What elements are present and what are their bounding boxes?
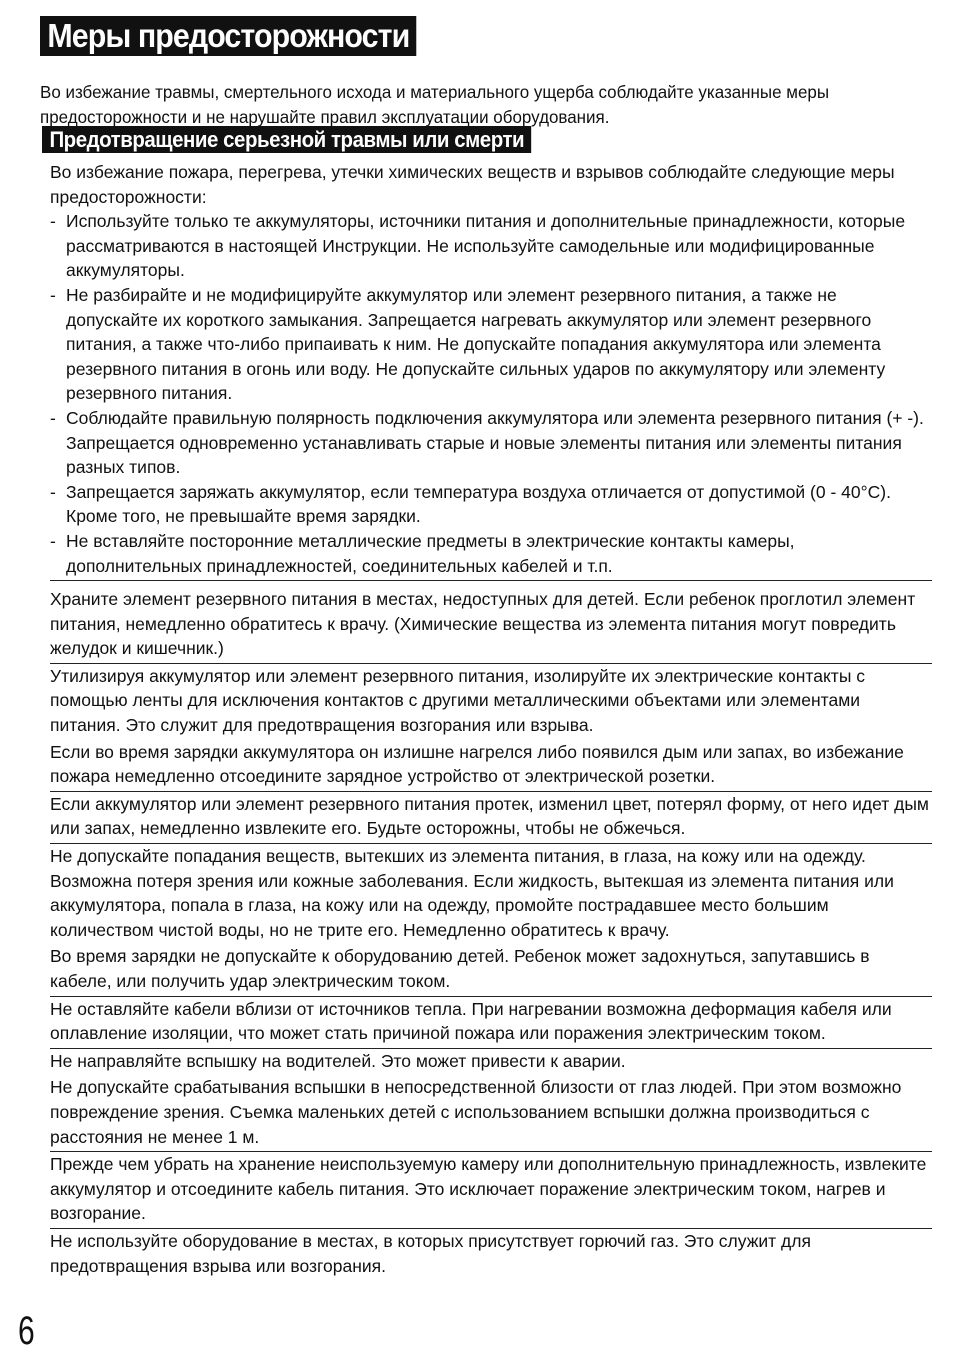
list-item: - Запрещается заряжать аккумулятор, если температура воздуха отличается от допустимой (0 - 40°C). Кроме того, не превышайте время зарядки.	[50, 480, 932, 529]
paragraph: Не допускайте срабатывания вспышки в непосредственной близости от глаз людей. При этом возможно повреждение зрения. Съемка маленьких детей с использованием вспышки должна производиться с расстояния не менее 1 м.	[50, 1075, 932, 1152]
paragraph: Во время зарядки не допускайте к оборудованию детей. Ребенок может задохнуться, запутавшись в кабеле, или получить удар электрическим током.	[50, 944, 932, 996]
section-content	[50, 160, 932, 1280]
precaution-list	[50, 209, 932, 578]
paragraph: Если во время зарядки аккумулятора он излишне нагрелся либо появился дым или запах, во избежание пожара немедленно отсоедините зарядное устройство от электрической розетки.	[50, 740, 932, 792]
paragraph: Храните элемент резервного питания в местах, недоступных для детей. Если ребенок проглотил элемент питания, немедленно обратитесь к врачу. (Химические вещества из элемента питания могут повредить желудок и кишечник.)	[50, 587, 932, 664]
page-number: 6	[18, 1309, 35, 1353]
section-lead: Во избежание пожара, перегрева, утечки химических веществ и взрывов соблюдайте следующие меры предосторожности:	[50, 162, 895, 207]
list-item: - Используйте только те аккумуляторы, источники питания и дополнительные принадлежности, которые рассматриваются в настоящей Инструкции. Не используйте самодельные или модифицированные аккумуляторы.	[50, 209, 932, 283]
paragraph: Если аккумулятор или элемент резервного питания протек, изменил цвет, потерял форму, от него идет дым или запах, немедленно извлеките его. Будьте осторожны, чтобы не обжечься.	[50, 792, 932, 844]
bullet-block	[50, 160, 932, 581]
intro-text: Во избежание травмы, смертельного исхода и материального ущерба соблюдайте указанные меры предосторожности и не нарушайте правил эксплуатации оборудования.	[40, 81, 830, 127]
list-item: - Соблюдайте правильную полярность подключения аккумулятора или элемента резервного питания (+ -). Запрещается одновременно устанавливать старые и новые элементы питания или элементы питания разных типов.	[50, 406, 932, 480]
list-item: - Не вставляйте посторонние металлические предметы в электрические контакты камеры, дополнительных принадлежностей, соединительных кабелей и т.п.	[50, 529, 932, 578]
paragraph: Не используйте оборудование в местах, в которых присутствует горючий газ. Это служит для предотвращения взрыва или возгорания.	[50, 1230, 811, 1276]
section-title: Предотвращение серьезной травмы или смерти	[42, 126, 532, 153]
page-title: Меры предосторожности	[40, 16, 417, 56]
paragraph: Не допускайте попадания веществ, вытекших из элемента питания, в глаза, на кожу или на одежду. Возможна потеря зрения или кожные заболевания. Если жидкость, вытекшая из элемента питания или аккумулятора, попала в глаза, на кожу или на одежду, промойте пострадавшее место большим количеством чистой воды, но не трите его. Немедленно обратитесь к врачу.	[50, 846, 894, 940]
paragraph: Прежде чем убрать на хранение неиспользуемую камеру или дополнительную принадлежность, извлеките аккумулятор и отсоедините кабель питания. Это исключает поражение электрическим током, нагрев и возгорание.	[50, 1152, 932, 1229]
paragraph: Не направляйте вспышку на водителей. Это может привести к аварии.	[50, 1050, 626, 1071]
paragraph: Не оставляйте кабели вблизи от источников тепла. При нагревании возможна деформация кабеля или оплавление изоляции, что может стать причиной пожара или поражения электрическим током.	[50, 997, 932, 1049]
paragraph: Утилизируя аккумулятор или элемент резервного питания, изолируйте их электрические контакты с помощью ленты для исключения контактов с другими металлическими объектами или элементами питания. Это служит для предотвращения возгорания или взрыва.	[50, 665, 866, 736]
list-item: - Не разбирайте и не модифицируйте аккумулятор или элемент резервного питания, а также не допускайте их короткого замыкания. Запрещается нагревать аккумулятор или элемент резервного питания, а также что-либо припаивать к ним. Не допускайте попадания аккумулятора или элемента резервного питания в огонь или воду. Не допускайте сильных ударов по аккумулятору или элементу резервного питания.	[50, 283, 932, 406]
